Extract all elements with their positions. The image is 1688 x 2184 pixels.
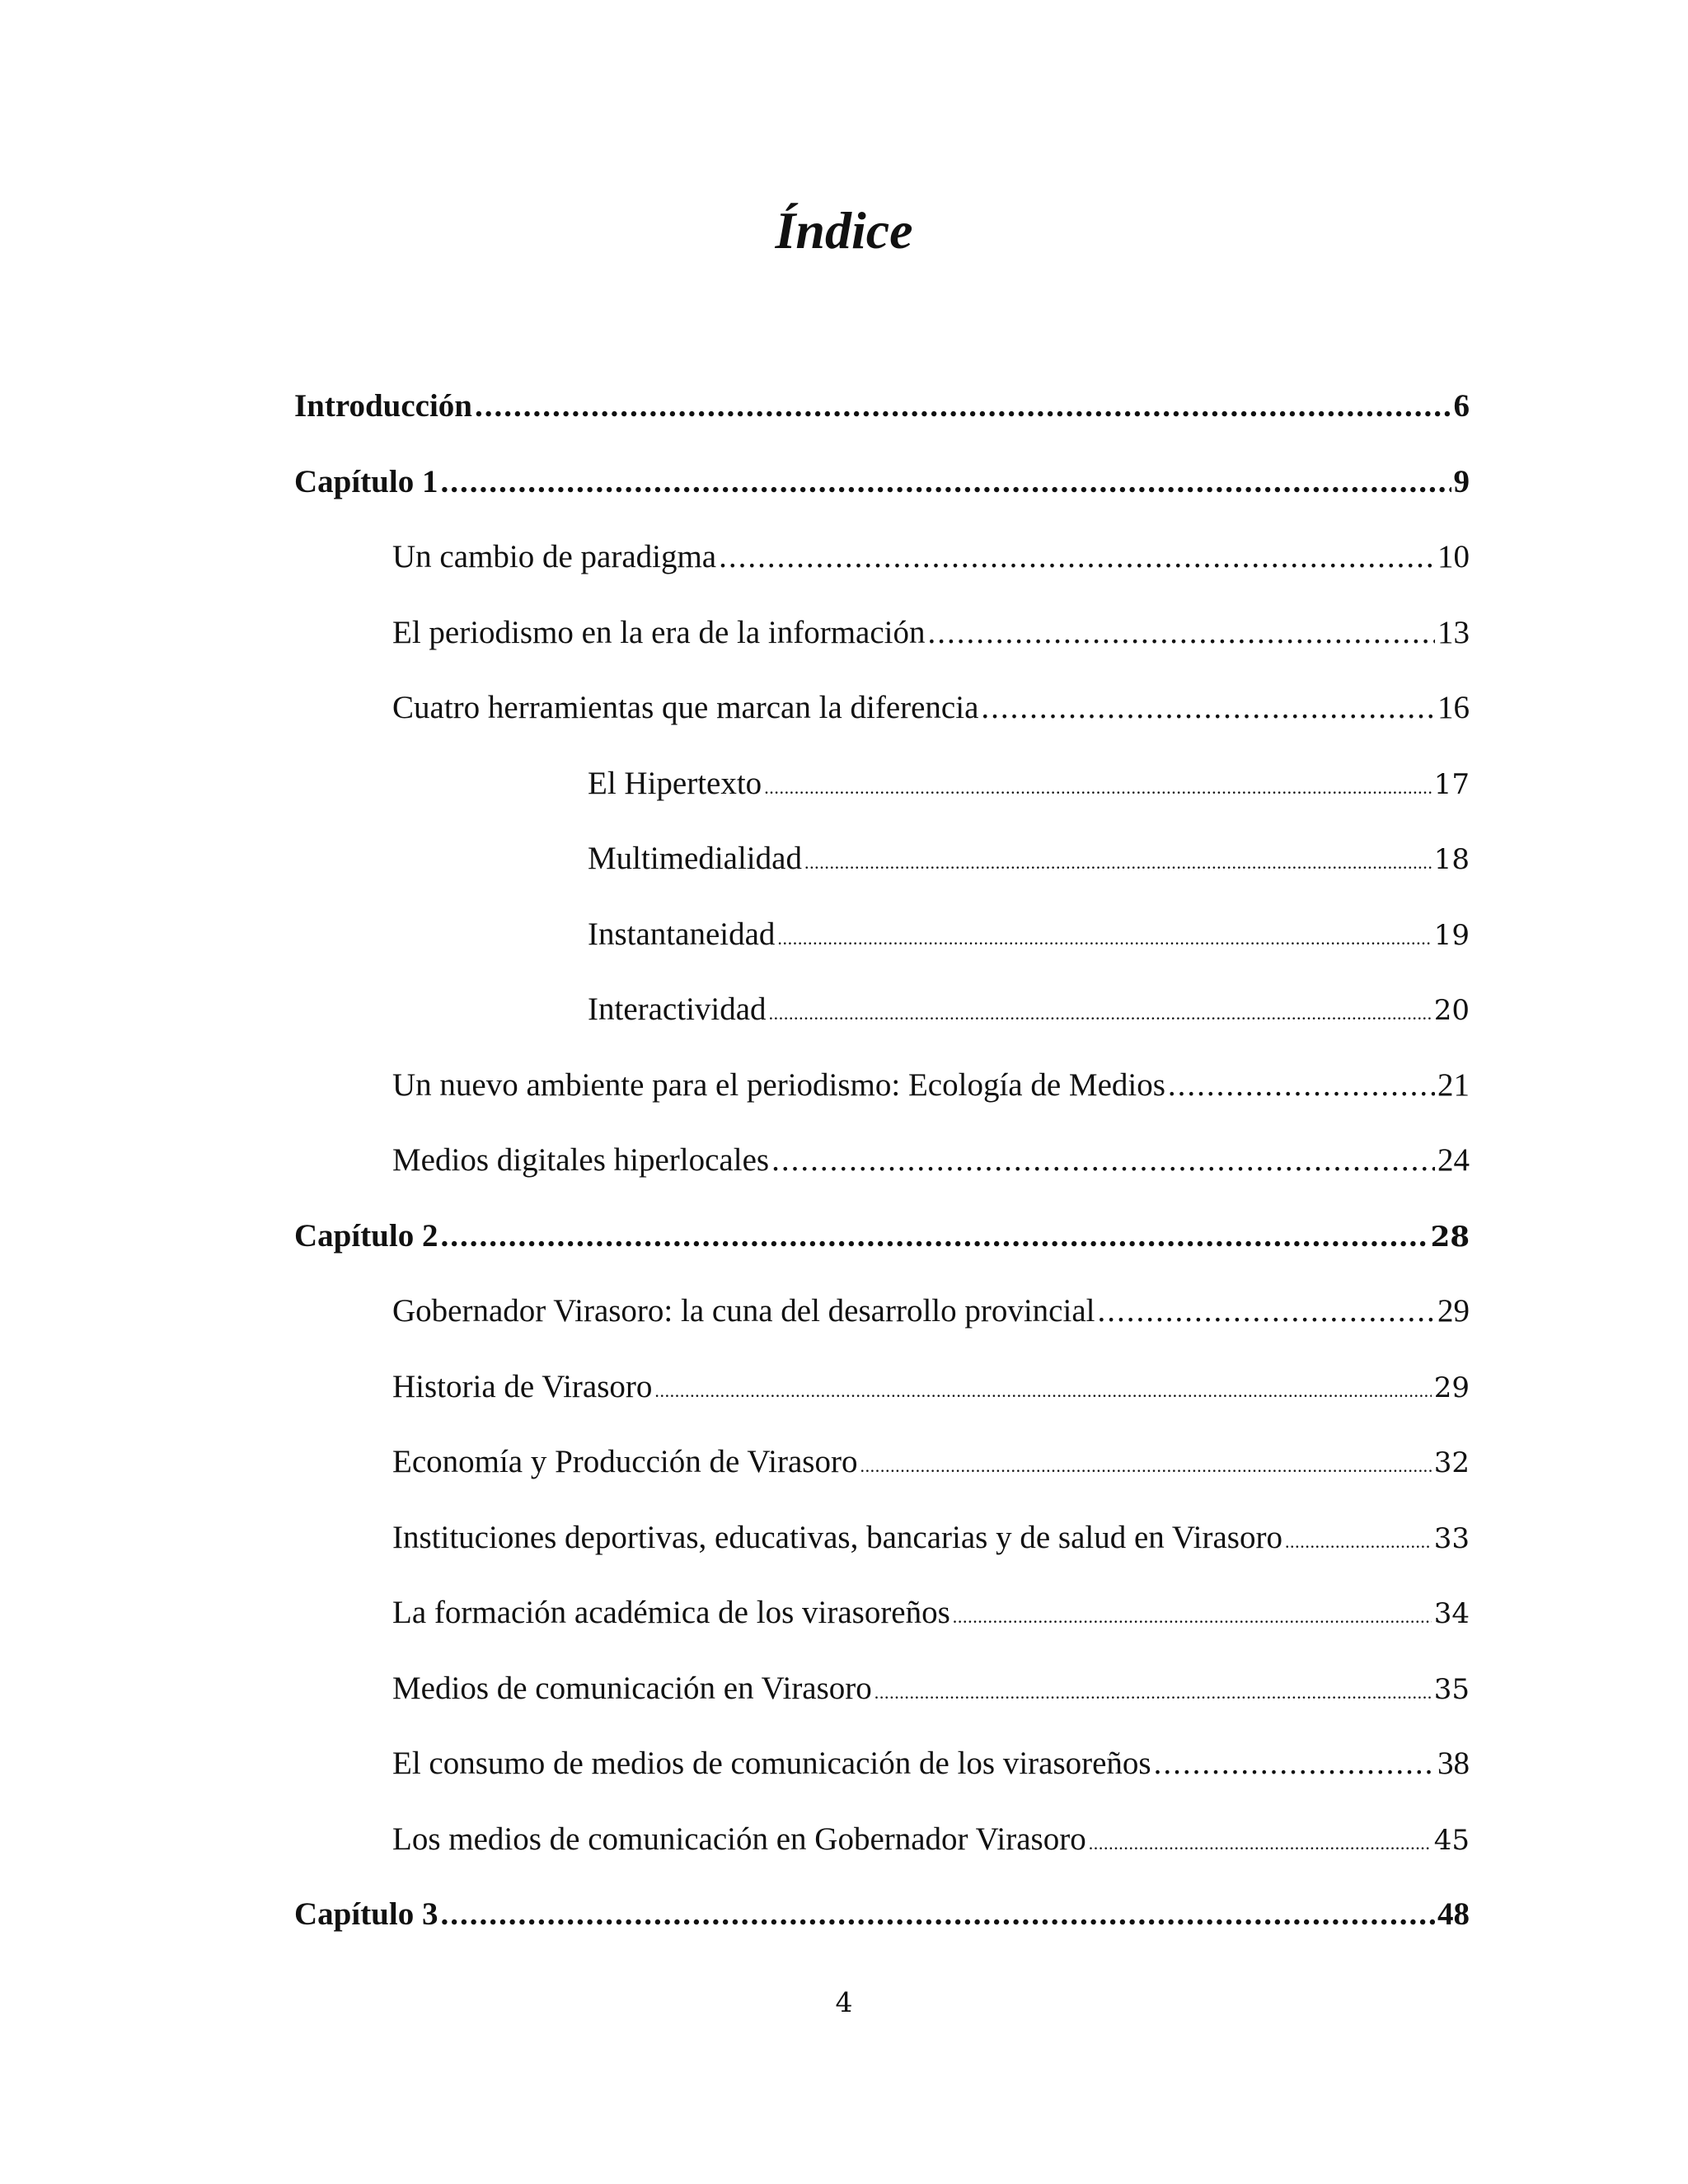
table-of-contents — [294, 368, 1470, 1952]
toc-entry-page: 28 — [1430, 1220, 1470, 1254]
toc-entry-page: 13 — [1437, 614, 1470, 650]
toc-dot-leader — [440, 1198, 1428, 1274]
toc-dot-leader — [804, 825, 1432, 901]
toc-entry[interactable] — [294, 1500, 1470, 1576]
toc-entry[interactable] — [294, 368, 1470, 444]
toc-entry-page: 6 — [1453, 388, 1470, 424]
toc-entry-page: 24 — [1437, 1142, 1470, 1178]
toc-entry-page: 33 — [1433, 1521, 1470, 1555]
toc-entry-page: 45 — [1433, 1823, 1470, 1857]
toc-entry-page: 48 — [1437, 1896, 1470, 1932]
toc-dot-leader — [981, 670, 1435, 746]
toc-dot-leader — [1154, 1726, 1435, 1802]
toc-dot-leader — [769, 976, 1432, 1052]
toc-entry[interactable] — [294, 1802, 1470, 1877]
toc-entry[interactable] — [294, 1273, 1470, 1349]
toc-entry[interactable] — [294, 519, 1470, 595]
toc-entry-label: Interactividad — [588, 991, 767, 1027]
toc-entry-label: Economía y Producción de Virasoro — [392, 1444, 858, 1479]
toc-entry-label: Instantaneidad — [588, 916, 776, 952]
toc-entry[interactable] — [294, 670, 1470, 746]
toc-dot-leader — [928, 595, 1435, 671]
toc-dot-leader — [440, 1877, 1435, 1952]
toc-entry-page: 16 — [1437, 690, 1470, 725]
toc-entry[interactable] — [294, 1198, 1470, 1274]
toc-entry-page: 19 — [1433, 918, 1470, 952]
toc-entry-page: 21 — [1437, 1066, 1470, 1103]
toc-entry-label: Cuatro herramientas que marcan la diferencia — [392, 690, 979, 725]
toc-dot-leader — [860, 1428, 1431, 1504]
footer-page-number: 4 — [835, 1986, 853, 2018]
page-title: Índice — [775, 201, 913, 260]
toc-dot-leader — [1089, 1806, 1432, 1882]
toc-entry[interactable] — [294, 1424, 1470, 1500]
toc-entry-page: 29 — [1437, 1293, 1470, 1329]
toc-entry-label: El periodismo en la era de la información — [392, 614, 926, 650]
toc-dot-leader — [719, 519, 1435, 595]
toc-entry[interactable] — [294, 444, 1470, 520]
toc-entry-label: Instituciones deportivas, educativas, bancarias y de salud en Virasoro — [392, 1519, 1282, 1555]
toc-entry-page: 29 — [1433, 1371, 1470, 1404]
toc-entry-page: 38 — [1437, 1746, 1470, 1781]
toc-entry-page: 10 — [1437, 539, 1470, 574]
toc-dot-leader — [440, 444, 1451, 520]
toc-entry[interactable] — [294, 1877, 1470, 1952]
toc-entry-page: 35 — [1433, 1672, 1470, 1706]
toc-entry-label: Medios de comunicación en Virasoro — [392, 1670, 872, 1706]
toc-entry[interactable] — [294, 1726, 1470, 1802]
toc-entry[interactable] — [294, 1651, 1470, 1727]
toc-entry-page: 34 — [1433, 1597, 1470, 1630]
toc-entry-page: 9 — [1453, 463, 1470, 499]
toc-entry-page: 20 — [1433, 994, 1470, 1027]
toc-entry[interactable] — [294, 972, 1470, 1047]
toc-dot-leader — [1168, 1047, 1435, 1123]
toc-dot-leader — [654, 1353, 1431, 1429]
toc-entry[interactable] — [294, 1122, 1470, 1198]
toc-entry-label: Historia de Virasoro — [392, 1368, 653, 1404]
toc-entry-label: Capítulo 2 — [294, 1217, 438, 1254]
toc-dot-leader — [777, 901, 1431, 977]
toc-entry-label: Medios digitales hiperlocales — [392, 1142, 770, 1178]
toc-entry[interactable] — [294, 595, 1470, 671]
toc-entry-label: Gobernador Virasoro: la cuna del desarrollo provincial — [392, 1293, 1095, 1329]
toc-entry-label: El consumo de medios de comunicación de los virasoreños — [392, 1746, 1151, 1781]
toc-dot-leader — [764, 750, 1432, 826]
toc-entry-label: Capítulo 1 — [294, 463, 438, 499]
toc-entry-label: Un nuevo ambiente para el periodismo: Ecología de Medios — [392, 1066, 1165, 1103]
toc-entry-page: 17 — [1433, 767, 1470, 801]
toc-entry-label: Multimedialidad — [588, 841, 802, 876]
toc-entry[interactable] — [294, 1575, 1470, 1651]
toc-entry-label: La formación académica de los virasoreños — [392, 1595, 950, 1630]
toc-dot-leader — [953, 1579, 1432, 1655]
toc-entry-page: 32 — [1433, 1446, 1470, 1479]
toc-entry-label: Un cambio de paradigma — [392, 539, 717, 574]
toc-entry[interactable] — [294, 1047, 1470, 1123]
toc-entry[interactable] — [294, 821, 1470, 897]
toc-dot-leader — [475, 368, 1451, 444]
toc-dot-leader — [1097, 1273, 1435, 1349]
toc-entry-label: Los medios de comunicación en Gobernador Virasoro — [392, 1821, 1086, 1857]
toc-entry[interactable] — [294, 1349, 1470, 1425]
toc-entry-label: El Hipertexto — [588, 765, 762, 801]
toc-entry-label: Introducción — [294, 388, 472, 424]
toc-entry[interactable] — [294, 897, 1470, 972]
toc-dot-leader — [874, 1655, 1432, 1731]
toc-entry-label: Capítulo 3 — [294, 1896, 438, 1932]
toc-entry-page: 18 — [1433, 843, 1470, 876]
toc-dot-leader — [1285, 1504, 1432, 1580]
toc-dot-leader — [771, 1122, 1435, 1198]
toc-entry[interactable] — [294, 746, 1470, 822]
